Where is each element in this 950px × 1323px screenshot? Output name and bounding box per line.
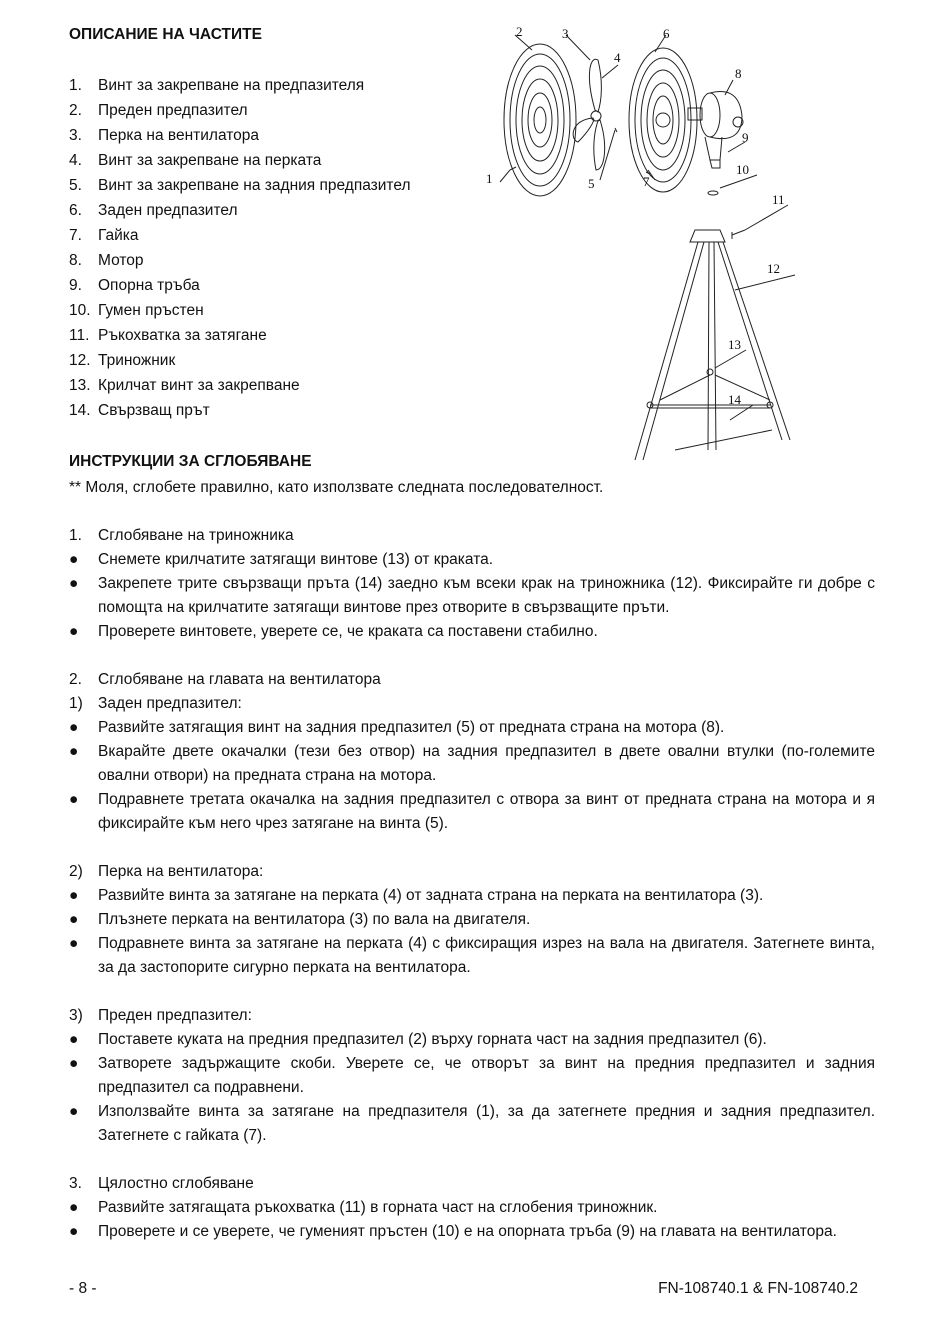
diagram-label-14: 14 — [728, 392, 741, 407]
list-item: 6. Заден предпазител — [69, 202, 238, 219]
list-item: 13. Крилчат винт за закрепване — [69, 377, 300, 394]
list-item: ● Плъзнете перката на вентилатора (3) по вала на двигателя. — [69, 911, 531, 928]
list-item: ● Снемете крилчатите затягащи винтове (13) от краката. — [69, 551, 494, 568]
list-item: 2. Преден предпазител — [69, 102, 248, 119]
diagram-label-13: 13 — [728, 337, 741, 352]
diagram-label-10: 10 — [736, 162, 749, 177]
list-item: 14. Свързващ прът — [69, 402, 210, 419]
diagram-label-9: 9 — [742, 130, 749, 145]
section-title: 3. Цялостно сглобяване — [69, 1175, 254, 1192]
diagram-label-5: 5 — [588, 176, 595, 191]
model-number: FN-108740.1 & FN-108740.2 — [658, 1280, 858, 1297]
diagram-label-8: 8 — [735, 66, 742, 81]
diagram-label-11: 11 — [772, 192, 785, 207]
list-item: ● Развийте винта за затягане на перката (4) от задната страна на перката на вентилатора (3). — [69, 887, 764, 904]
list-item: 11. Ръкохватка за затягане — [69, 327, 267, 344]
list-item: 9. Опорна тръба — [69, 277, 200, 294]
intro-text: ** Моля, сглобете правилно, като използвате следната последователност. — [69, 479, 604, 496]
diagram-label-1: 1 — [486, 171, 493, 186]
rear-guard-drawing — [629, 48, 697, 192]
list-item: ● Вкарайте двете окачалки (тези без отвор) на задния предпазител в двете овални втулки (по-големите овални отвори) на предната страна на мотора. — [69, 743, 875, 784]
list-item: ● Затворете задържащите скоби. Уверете се, че отворът за винт на предния предпазител и задния предпазител са подравнени. — [69, 1055, 875, 1096]
list-item: ● Закрепете трите свързващи пръта (14) заедно към всеки крак на триножника (12). Фиксирайте ги добре с помощта на крилчатите затягащи винтове през отворите в свързващите пръти. — [69, 575, 875, 616]
list-item: ● Развийте затягащата ръкохватка (11) в горната част на сглобения триножник. — [69, 1199, 658, 1216]
diagram-label-6: 6 — [663, 26, 670, 41]
list-item: 3. Перка на вентилатора — [69, 127, 260, 144]
diagram-label-7: 7 — [643, 174, 650, 189]
list-item: ● Подравнете винта за затягане на перката (4) с фиксиращия изрез на вала на двигателя. Затегнете винта, за да застопорите сигурно перката на вентилатора. — [69, 935, 875, 976]
list-item: 7. Гайка — [69, 227, 139, 244]
list-item: 12. Триножник — [69, 352, 176, 369]
list-item: ● Проверете и се уверете, че гуменият пръстен (10) е на опорната тръба (9) на главата на вентилатора. — [69, 1223, 837, 1240]
diagram-label-2: 2 — [516, 24, 523, 39]
diagram-label-4: 4 — [614, 50, 621, 65]
fan-blade-drawing — [573, 59, 604, 170]
list-item: 8. Мотор — [69, 252, 144, 269]
list-item: ● Проверете винтовете, уверете се, че краката са поставени стабилно. — [69, 623, 598, 640]
list-item: 1. Винт за закрепване на предпазителя — [69, 77, 365, 94]
list-item: ● Поставете куката на предния предпазител (2) върху горната част на задния предпазител (6). — [69, 1031, 767, 1048]
front-guard-drawing — [504, 44, 576, 196]
section-title: 1. Сглобяване на триножника — [69, 527, 294, 544]
page-number: - 8 - — [69, 1280, 97, 1297]
list-item: ● Използвайте винта за затягане на предпазителя (1), за да затегнете предния и задния предпазител. Затегнете с гайката (7). — [69, 1103, 875, 1144]
list-item: ● Развийте затягащия винт на задния предпазител (5) от предната страна на мотора (8). — [69, 719, 725, 736]
assembly-heading: ИНСТРУКЦИИ ЗА СГЛОБЯВАНЕ — [69, 453, 312, 470]
parts-list — [69, 76, 469, 426]
subsection-title: 2) Перка на вентилатора: — [69, 863, 264, 880]
list-item: 4. Винт за закрепване на перката — [69, 152, 322, 169]
list-item: 5. Винт за закрепване на задния предпазител — [69, 177, 411, 194]
subsection-title: 3) Преден предпазител: — [69, 1007, 252, 1024]
parts-heading: ОПИСАНИЕ НА ЧАСТИТЕ — [69, 26, 262, 43]
section-title: 2. Сглобяване на главата на вентилатора — [69, 671, 381, 688]
assembly-instructions — [69, 476, 875, 1244]
list-item: 10. Гумен пръстен — [69, 302, 204, 319]
diagram-label-12: 12 — [767, 261, 780, 276]
diagram-label-3: 3 — [562, 26, 569, 41]
fan-parts-diagram — [470, 20, 820, 470]
list-item: ● Подравнете третата окачалка на задния предпазител с отвора за винт от предната страна на мотора и я фиксирайте към него чрез затягане на винта (5). — [69, 791, 875, 832]
subsection-title: 1) Заден предпазител: — [69, 695, 242, 712]
